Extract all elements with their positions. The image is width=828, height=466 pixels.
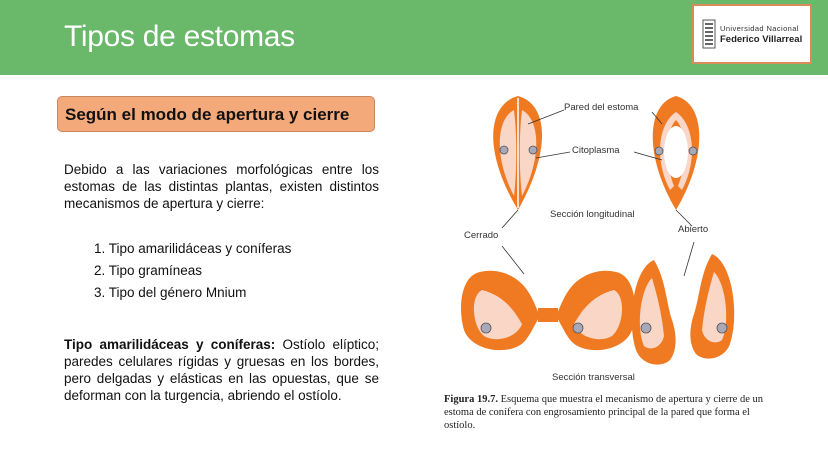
caption-body: Esquema que muestra el mecanismo de apertura y cierre de un estoma de conífera con engrosamiento principal de la pared que forma el ostíolo. [444,394,763,431]
label-seccion-longitudinal: Sección longitudinal [550,209,635,220]
figure-caption [444,393,774,432]
stomata-figure [440,90,770,390]
label-cerrado: Cerrado [464,230,499,241]
caption-lead: Figura 19.7. [444,394,498,405]
intro-paragraph: Debido a las variaciones morfológicas entre los estomas de las distintas plantas, existen distintos mecanismos de apertura y cierre: [64,162,379,211]
logo-name-text: Federico Villarreal [720,34,803,45]
types-list [94,241,291,307]
university-shield-icon [702,19,716,49]
label-seccion-transversal: Sección transversal [552,372,635,383]
closed-stoma-transverse [461,271,635,350]
header-bar [0,0,828,75]
list-item: 3. Tipo del género Mnium [94,285,247,300]
section-heading-box [57,96,375,132]
description-paragraph [64,336,379,404]
logo-university-text: Universidad Nacional [720,24,799,33]
list-item: 1. Tipo amarilidáceas y coníferas [94,241,292,256]
label-abierto: Abierto [678,224,709,235]
closed-stoma-longitudinal [493,96,542,210]
section-heading: Según el modo de apertura y cierre [65,105,350,124]
description-lead: Tipo amarilidáceas y coníferas: [64,337,276,352]
slide-title: Tipos de estomas [64,20,295,53]
label-pared-estoma: Pared del estoma [564,102,639,113]
label-citoplasma: Citoplasma [572,145,620,156]
list-item: 2. Tipo gramíneas [94,263,203,278]
university-logo [692,4,812,64]
description-body: Ostíolo elíptico; paredes celulares rígidas y gruesas en los bordes, pero delgadas y elásticas en las opuestas, que se deforman con la turgencia, abriendo el ostíolo. [64,337,380,403]
open-stoma-longitudinal [653,96,700,210]
open-stoma-transverse [632,254,735,365]
